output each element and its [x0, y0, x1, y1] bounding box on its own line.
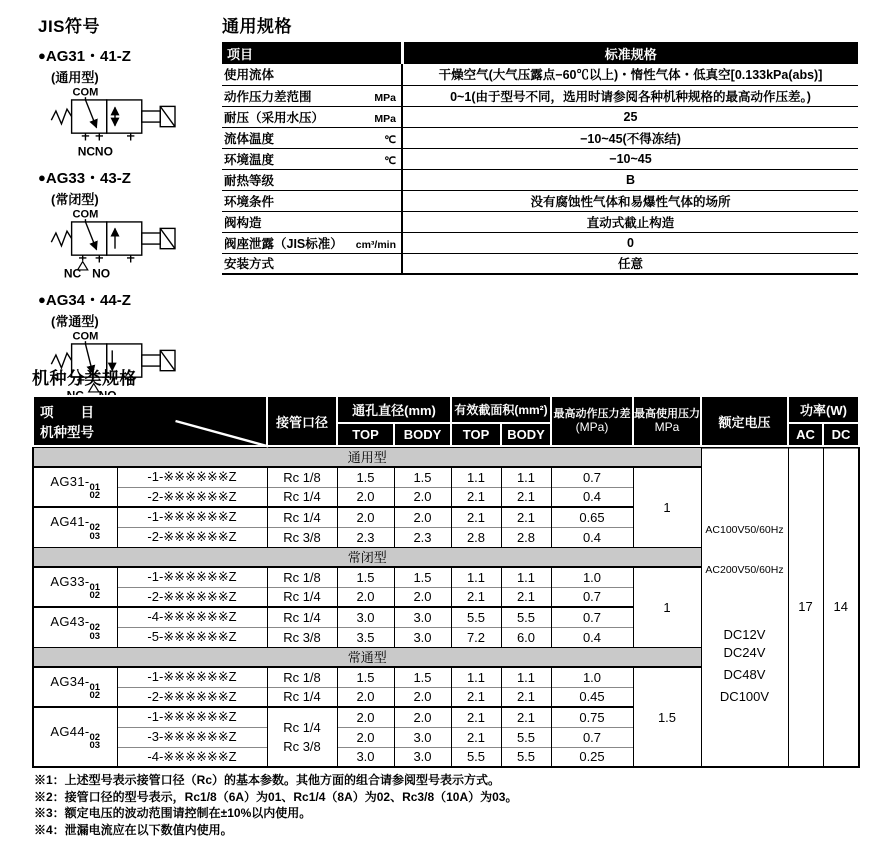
- model-prefix: [33, 667, 117, 707]
- bore-top-value: 1.5: [337, 467, 394, 487]
- spec-value: B: [402, 169, 858, 190]
- port-code-bottom: 02: [89, 690, 101, 701]
- general-header-item: 项目: [222, 42, 402, 64]
- model-prefix: [33, 467, 117, 507]
- model-prefix-text: AG43-: [50, 614, 90, 629]
- spec-label-cell: [222, 148, 402, 169]
- model-prefix-text: AG34-: [50, 673, 90, 689]
- no-port-label: NO: [94, 144, 113, 159]
- header-rated-voltage: 额定电压: [701, 396, 788, 446]
- section-title: 常通型: [33, 647, 701, 667]
- port-size: Rc 1/8: [267, 567, 337, 587]
- spec-label-cell: [222, 169, 402, 190]
- spec-label: 动作压力差范围: [224, 89, 312, 104]
- port-code-bottom: 02: [89, 490, 101, 501]
- header-power: 功率(W): [788, 396, 859, 423]
- bore-body-value: 2.0: [394, 707, 451, 727]
- bore-top-value: 2.0: [337, 687, 394, 707]
- model-suffix: -2-※※※※※※Z: [117, 687, 267, 707]
- spec-label: 环境温度: [224, 152, 275, 167]
- bore-top-value: 2.0: [337, 707, 394, 727]
- bore-top-value: 2.0: [337, 487, 394, 507]
- model-prefix-text: AG44-: [50, 723, 90, 739]
- bore-body-value: 3.0: [394, 727, 451, 747]
- com-port-label: COM: [72, 87, 99, 99]
- port-code-top: 02: [89, 622, 101, 633]
- model-prefix-text: AG33-: [50, 573, 90, 589]
- spec-row: [222, 127, 858, 148]
- spec-row: [222, 169, 858, 190]
- header-item-model: [33, 396, 267, 446]
- model-prefix: [33, 607, 117, 647]
- model-suffix: -2-※※※※※※Z: [117, 487, 267, 507]
- jis-symbol-model-row: [38, 289, 220, 310]
- spec-row: [222, 190, 858, 211]
- port-code-top: 01: [89, 581, 101, 593]
- max-pressure-diff-value: 1.0: [551, 567, 633, 587]
- footnote: ※3：额定电压的波动范围请控制在±10%以内使用。: [34, 806, 312, 820]
- spec-unit: cm³/min: [355, 238, 396, 251]
- bore-body-value: 1.5: [394, 467, 451, 487]
- port-code-bottom: 03: [89, 630, 101, 642]
- power-ac-value: 17: [788, 446, 823, 767]
- bore-body-value: 2.0: [394, 507, 451, 527]
- voltage-value: DC48V: [723, 667, 766, 682]
- port-size: Rc 3/8: [283, 739, 321, 754]
- section-title: 常闭型: [33, 547, 701, 567]
- model-specs-section: [32, 364, 858, 768]
- max-pressure-diff-value: 0.7: [551, 587, 633, 607]
- spec-row: [222, 232, 858, 253]
- max-pressure-diff-value: 0.75: [551, 707, 633, 727]
- area-body-value: 1.1: [501, 667, 551, 687]
- bore-body-value: 3.0: [394, 607, 451, 627]
- voltage-value: AC100V50/60Hz: [705, 524, 784, 536]
- spec-row: [222, 106, 858, 127]
- header-area-top: TOP: [451, 423, 501, 446]
- area-body-value: 2.1: [501, 707, 551, 727]
- port-size: Rc 1/8: [267, 667, 337, 687]
- model-prefix: [33, 567, 117, 607]
- area-body-value: 5.5: [501, 747, 551, 767]
- port-size: Rc 3/8: [267, 627, 337, 647]
- spec-row: [222, 148, 858, 169]
- bore-top-value: 2.0: [337, 587, 394, 607]
- spec-value: 0: [402, 232, 858, 253]
- model-prefix: [33, 507, 117, 547]
- spec-label-cell: [222, 127, 402, 148]
- port-size: Rc 3/8: [267, 527, 337, 547]
- spec-label: 阀构造: [224, 215, 262, 230]
- area-top-value: 5.5: [451, 747, 501, 767]
- bore-top-value: 2.0: [337, 507, 394, 527]
- spec-value: 直动式截止构造: [402, 211, 858, 232]
- voltage-value: AC200V50/60Hz: [705, 564, 784, 576]
- area-top-value: 1.1: [451, 667, 501, 687]
- area-body-value: 1.1: [501, 567, 551, 587]
- jis-symbol-model: AG34・44-Z: [45, 292, 131, 309]
- bullet-icon: ●: [38, 170, 46, 185]
- area-body-value: 6.0: [501, 627, 551, 647]
- model-suffix: -1-※※※※※※Z: [117, 707, 267, 727]
- jis-symbol-type: (常通型): [51, 314, 99, 329]
- model-prefix-text: AG31-: [50, 473, 90, 489]
- spec-label-cell: [222, 253, 402, 274]
- header-power-dc: DC: [823, 423, 859, 446]
- area-top-value: 2.8: [451, 527, 501, 547]
- area-top-value: 2.1: [451, 487, 501, 507]
- bore-top-value: 3.5: [337, 627, 394, 647]
- spec-value: 没有腐蚀性气体和易爆性气体的场所: [402, 190, 858, 211]
- general-specs-section: [222, 12, 858, 275]
- port-size: Rc 1/4: [267, 587, 337, 607]
- model-suffix: -4-※※※※※※Z: [117, 747, 267, 767]
- no-port-label: NO: [92, 266, 111, 281]
- port-code-bottom: 03: [89, 740, 101, 751]
- bore-body-value: 3.0: [394, 747, 451, 767]
- bore-body-value: 2.3: [394, 527, 451, 547]
- spec-label: 耐压（采用水压）: [224, 110, 325, 125]
- port-code-top: 02: [89, 522, 101, 533]
- com-port-label: COM: [72, 331, 99, 343]
- model-port-code-stack: [89, 581, 101, 601]
- port-size: Rc 1/4: [267, 607, 337, 627]
- bore-top-value: 1.5: [337, 567, 394, 587]
- voltage-value: DC100V: [719, 689, 770, 704]
- model-port-code-stack: [90, 624, 101, 641]
- model-prefix: [33, 707, 117, 767]
- model-prefix-text: AG41-: [50, 514, 90, 529]
- spec-label: 耐热等级: [224, 173, 275, 188]
- header-bore-body: BODY: [394, 423, 451, 446]
- spec-unit: ℃: [384, 133, 396, 146]
- bore-body-value: 1.5: [394, 567, 451, 587]
- bore-top-value: 1.5: [337, 667, 394, 687]
- model-suffix: -1-※※※※※※Z: [117, 567, 267, 587]
- spec-label: 环境条件: [224, 194, 275, 209]
- spec-label: 安装方式: [224, 257, 275, 272]
- jis-symbols-section: [38, 12, 220, 403]
- max-pressure-diff-value: 1.0: [551, 667, 633, 687]
- header-area-body: BODY: [501, 423, 551, 446]
- port-size: Rc 1/4: [267, 507, 337, 527]
- bore-body-value: 2.0: [394, 487, 451, 507]
- spec-label: 流体温度: [224, 131, 275, 146]
- port-size: Rc 1/4: [267, 687, 337, 707]
- spec-value: −10~45(不得冻结): [402, 127, 858, 148]
- header-max-pressure-diff-unit: (MPa): [575, 420, 609, 434]
- model-specs-table: [32, 395, 860, 768]
- area-body-value: 2.8: [501, 527, 551, 547]
- jis-symbol-ag31: [38, 45, 220, 159]
- model-port-code-stack: [89, 681, 101, 701]
- max-working-pressure-value: 1: [633, 467, 701, 547]
- model-suffix: -1-※※※※※※Z: [117, 507, 267, 527]
- port-size: Rc 1/4: [267, 487, 337, 507]
- spec-row: [222, 85, 858, 106]
- spec-label: 阀座泄露（JIS标准）: [224, 236, 343, 251]
- header-bore-diameter: 通孔直径(mm): [337, 396, 451, 423]
- bore-top-value: 2.0: [337, 727, 394, 747]
- header-max-working-pressure-unit: MPa: [654, 420, 680, 434]
- spec-label-cell: [222, 211, 402, 232]
- model-suffix: -1-※※※※※※Z: [117, 667, 267, 687]
- max-pressure-diff-value: 0.25: [551, 747, 633, 767]
- port-code-top: 01: [89, 481, 101, 493]
- footnote: ※4：泄漏电流应在以下数值内使用。: [34, 822, 233, 837]
- footnote: ※1：上述型号表示接管口径（Rc）的基本参数。其他方面的组合请参阅型号表示方式。: [34, 773, 501, 787]
- model-port-code-stack: [90, 524, 101, 541]
- spec-row: [222, 253, 858, 274]
- spec-value: −10~45: [402, 148, 858, 169]
- max-pressure-diff-value: 0.45: [551, 687, 633, 707]
- area-body-value: 2.1: [501, 587, 551, 607]
- bore-body-value: 2.0: [394, 587, 451, 607]
- spec-value: 任意: [402, 253, 858, 274]
- area-top-value: 2.1: [451, 587, 501, 607]
- area-body-value: 2.1: [501, 487, 551, 507]
- model-suffix: -5-※※※※※※Z: [117, 627, 267, 647]
- bore-top-value: 3.0: [337, 607, 394, 627]
- area-top-value: 2.1: [451, 707, 501, 727]
- nc-port-label: NC: [77, 144, 96, 159]
- spec-label-cell: [222, 190, 402, 211]
- jis-symbol-ag33: [38, 167, 220, 281]
- com-port-label: COM: [72, 209, 99, 221]
- footnotes-section: [34, 772, 854, 838]
- max-pressure-diff-value: 0.4: [551, 487, 633, 507]
- jis-symbol-model: AG31・41-Z: [45, 48, 131, 65]
- model-suffix: -3-※※※※※※Z: [117, 727, 267, 747]
- general-specs-title: 通用规格: [222, 17, 292, 36]
- spec-unit: MPa: [374, 112, 396, 125]
- bore-body-value: 3.0: [394, 627, 451, 647]
- model-suffix: -2-※※※※※※Z: [117, 587, 267, 607]
- header-max-pressure-diff: [551, 396, 633, 446]
- max-working-pressure-value: 1: [633, 567, 701, 647]
- header-item-label: 项 目: [40, 405, 94, 420]
- spec-label-cell: [222, 85, 402, 106]
- port-code-top: 02: [89, 731, 101, 743]
- model-specs-title: 机种分类规格: [32, 369, 137, 388]
- footnote: ※2：接管口径的型号表示，Rc1/8（6A）为01、Rc1/4（8A）为02、Rc3/8（10A）为03。: [34, 789, 518, 804]
- area-top-value: 1.1: [451, 467, 501, 487]
- bore-top-value: 2.3: [337, 527, 394, 547]
- section-title: 通用型: [33, 446, 701, 467]
- area-body-value: 5.5: [501, 727, 551, 747]
- header-max-working-pressure: [633, 396, 701, 446]
- spec-unit: ℃: [384, 154, 396, 167]
- area-top-value: 2.1: [451, 507, 501, 527]
- header-port-size: 接管口径: [267, 396, 337, 446]
- header-power-ac: AC: [788, 423, 823, 446]
- spec-value: 干燥空气(大气压露点−60℃以上)・惰性气体・低真空[0.133kPa(abs)]: [402, 64, 858, 85]
- area-body-value: 1.1: [501, 467, 551, 487]
- nc-port-label: NC: [63, 266, 82, 281]
- bore-top-value: 3.0: [337, 747, 394, 767]
- jis-title: JIS符号: [38, 17, 101, 36]
- area-body-value: 2.1: [501, 507, 551, 527]
- area-top-value: 5.5: [451, 607, 501, 627]
- jis-symbol-model: AG33・43-Z: [45, 170, 131, 187]
- header-max-working-pressure-line1: 最高使用压力: [634, 408, 700, 420]
- area-top-value: 1.1: [451, 567, 501, 587]
- model-suffix: -2-※※※※※※Z: [117, 527, 267, 547]
- area-top-value: 2.1: [451, 727, 501, 747]
- max-pressure-diff-value: 0.7: [551, 467, 633, 487]
- max-pressure-diff-value: 0.7: [551, 727, 633, 747]
- port-code-top: 01: [89, 681, 101, 693]
- spec-label-cell: [222, 232, 402, 253]
- bore-body-value: 2.0: [394, 687, 451, 707]
- jis-symbol-type: (常闭型): [51, 192, 99, 207]
- spec-unit: MPa: [374, 91, 396, 104]
- header-max-pressure-diff-line1: 最高动作压力差: [553, 408, 631, 420]
- power-dc-value: 14: [823, 446, 859, 767]
- jis-symbol-type: (通用型): [51, 70, 99, 85]
- port-size: Rc 1/8: [267, 467, 337, 487]
- area-top-value: 2.1: [451, 687, 501, 707]
- port-code-bottom: 02: [89, 590, 101, 601]
- section-band-row: [33, 446, 859, 467]
- general-header-spec: 标准规格: [402, 42, 858, 64]
- area-body-value: 5.5: [501, 607, 551, 627]
- jis-symbol-model-row: [38, 45, 220, 66]
- spec-label: 使用流体: [224, 68, 275, 83]
- diagonal-divider: [34, 397, 266, 445]
- spec-value: 0~1(由于型号不同，选用时请参阅各种机种规格的最高动作压差。): [402, 85, 858, 106]
- model-suffix: -4-※※※※※※Z: [117, 607, 267, 627]
- valve-diagram-universal-icon: [40, 87, 190, 159]
- bullet-icon: ●: [38, 292, 46, 307]
- spec-row: [222, 64, 858, 85]
- port-code-bottom: 03: [89, 530, 101, 542]
- max-pressure-diff-value: 0.4: [551, 627, 633, 647]
- area-body-value: 2.1: [501, 687, 551, 707]
- port-size: Rc 1/4: [283, 720, 321, 735]
- model-port-code-stack: [89, 481, 101, 501]
- bore-body-value: 1.5: [394, 667, 451, 687]
- valve-diagram-nc-icon: [40, 209, 190, 281]
- spec-row: [222, 211, 858, 232]
- max-pressure-diff-value: 0.7: [551, 607, 633, 627]
- voltage-value: DC24V: [723, 645, 766, 660]
- area-top-value: 7.2: [451, 627, 501, 647]
- voltage-value: DC12V: [723, 627, 766, 642]
- model-port-code-stack: [89, 731, 101, 751]
- header-model-label: 机种型号: [40, 425, 94, 440]
- header-bore-top: TOP: [337, 423, 394, 446]
- general-specs-table: [222, 42, 858, 275]
- spec-label-cell: [222, 106, 402, 127]
- voltage-cell: [701, 446, 788, 767]
- max-pressure-diff-value: 0.4: [551, 527, 633, 547]
- max-pressure-diff-value: 0.65: [551, 507, 633, 527]
- port-size-cell: [267, 707, 337, 767]
- jis-symbol-model-row: [38, 167, 220, 188]
- spec-value: 25: [402, 106, 858, 127]
- header-effective-area: 有效截面积(mm²): [451, 396, 551, 423]
- model-suffix: -1-※※※※※※Z: [117, 467, 267, 487]
- max-working-pressure-value: 1.5: [633, 667, 701, 767]
- bullet-icon: ●: [38, 48, 46, 63]
- spec-label-cell: [222, 64, 402, 85]
